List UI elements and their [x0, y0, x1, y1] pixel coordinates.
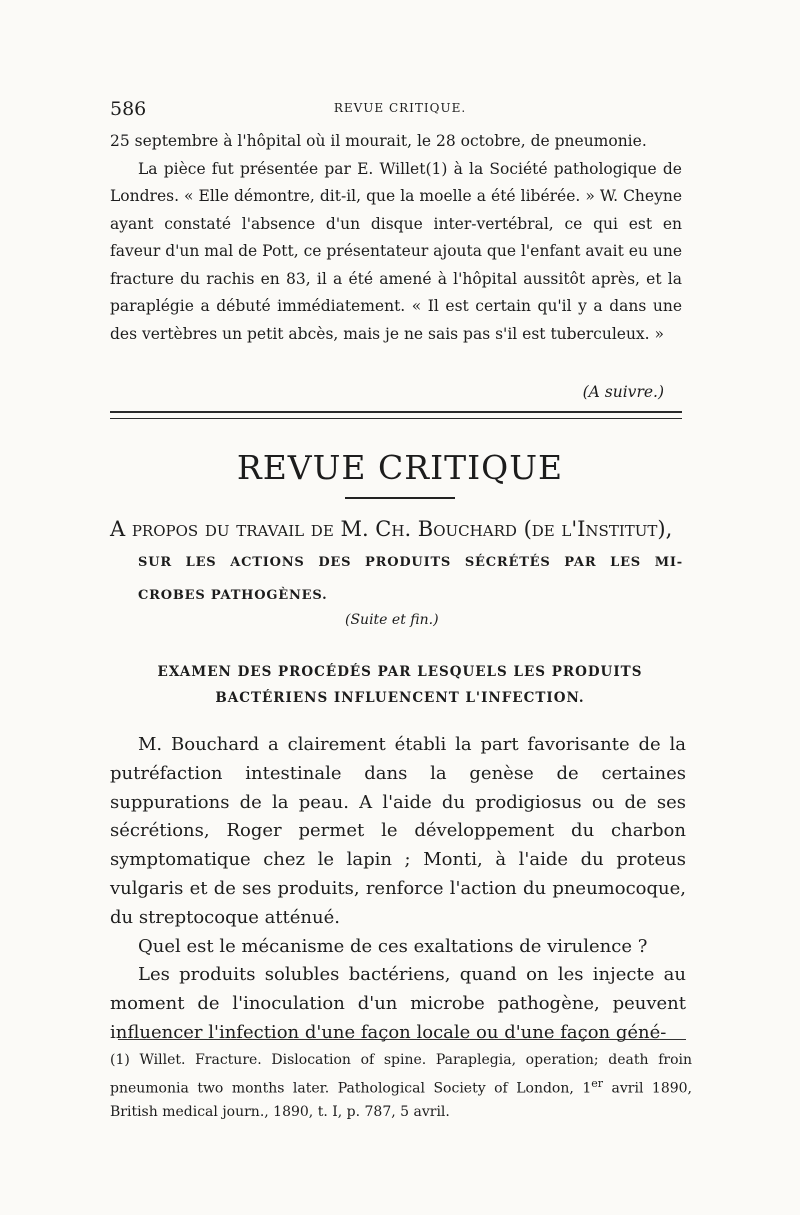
- subheading-line-2: BACTÉRIENS INFLUENCENT L'INFECTION.: [215, 690, 585, 706]
- title-rule: [345, 497, 455, 499]
- article-subtitle-line-2: CROBES PATHOGÈNES.: [138, 588, 328, 603]
- to-be-continued: [583, 383, 664, 401]
- paragraph: M. Bouchard a clairement établi la part favorisante de la putréfaction intestinale dans la genèse de certaines suppurations de la peau. A l'aide du prodigiosus ou de ses sécrétions, Roger permet le développement du charbon symptomatique chez le lapin ; Monti, à l'aide du proteus vulgaris et de ses produits, renforce l'action du pneumocoque, du streptocoque atténué.: [110, 734, 686, 928]
- section-title: REVUE CRITIQUE: [236, 448, 564, 487]
- footnote-superscript: er: [591, 1077, 604, 1090]
- article-subtitle-line-1: SUR LES ACTIONS DES PRODUITS SÉCRÉTÉS PAR LES MI-: [138, 555, 683, 570]
- subheading-line-1: EXAMEN DES PROCÉDÉS PAR LESQUELS LES PRODUITS: [157, 664, 643, 680]
- footnote-text: avril 1890, British medical journ., 1890, t. I, p. 787, 5 avril.: [110, 1080, 692, 1120]
- previous-article-text: [110, 128, 682, 348]
- footnote: [110, 1049, 692, 1124]
- continuation-note: (Suite et fin.): [345, 612, 439, 628]
- running-head: [110, 98, 690, 122]
- running-title: REVUE CRITIQUE.: [333, 101, 467, 115]
- article-title: A propos du travail de M. Ch. Bouchard (de l'Institut),: [110, 517, 673, 541]
- paragraph: [110, 156, 682, 349]
- footnote-reference: (1): [425, 159, 448, 178]
- to-be-continued-text: (A suivre.): [582, 383, 664, 401]
- paragraph-text: La pièce fut présentée par E. Willet: [138, 159, 426, 178]
- paragraph: Les produits solubles bactériens, quand on les injecte au moment de l'inoculation d'un microbe pathogène, peuvent influencer l'infection d'une façon locale ou d'une façon géné-: [110, 964, 686, 1043]
- section-divider: [110, 411, 682, 419]
- paragraph: 25 septembre à l'hôpital où il mourait, le 28 octobre, de pneumonie.: [110, 132, 647, 150]
- page-number: 586: [110, 98, 147, 120]
- footnote-rule: [118, 1039, 686, 1040]
- footnote-marker: (1): [110, 1052, 130, 1068]
- article-body: [110, 731, 686, 1048]
- paragraph-text: à la Société pathologique de Londres. « Elle démontre, dit-il, que la moelle a été libérée. » W. Cheyne ayant constaté l'absence d'un disque inter-vertébral, ce qui est en faveur d'un mal de Pott, ce présentateur ajouta que l'enfant avait eu une fracture du rachis en 83, il a été amené à l'hôpital aussitôt après, et la paraplégie a débuté immédiatement. « Il est certain qu'il y a dans une des vertèbres un petit abcès, mais je ne sais pas s'il est tuberculeux. »: [110, 159, 683, 343]
- paragraph: Quel est le mécanisme de ces exaltations de virulence ?: [138, 935, 648, 957]
- footnote-text: Willet. Fracture. Dislocation of spine. Paraplegia, operation; death froin pneumonia two months later. Pathological Society of London, 1: [110, 1052, 692, 1097]
